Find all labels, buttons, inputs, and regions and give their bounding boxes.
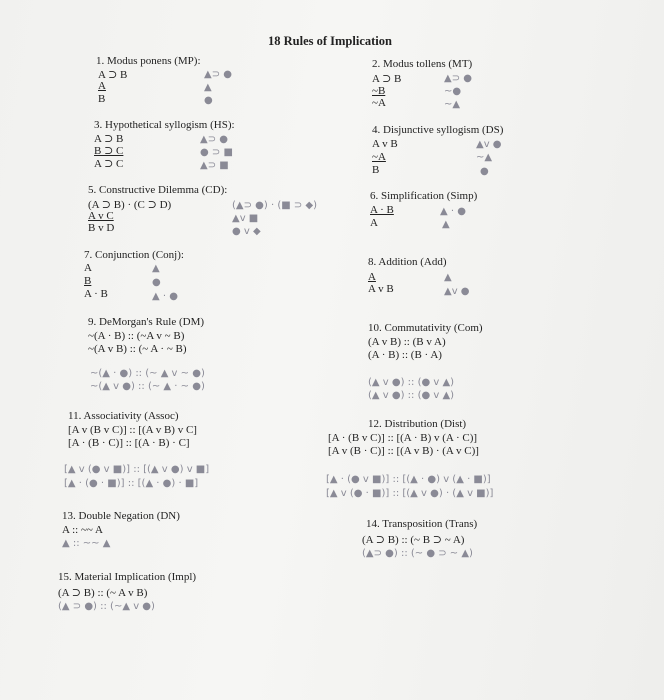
rule-line: A ⊃ B: [372, 73, 402, 85]
rule-line: A · B: [370, 204, 394, 216]
rule-line: A · B: [84, 288, 108, 300]
symbol-line: ▲: [152, 263, 160, 274]
rule-line: ~A: [372, 151, 386, 163]
symbol-line: ● v ◆: [232, 226, 261, 237]
symbol-line: ▲ · ●: [152, 291, 178, 302]
rule-line: [A v (B · C)] :: [(A v B) · (A v C)]: [328, 445, 479, 457]
rule-line: A: [368, 271, 376, 283]
rule-label: 5. Constructive Dilemma (CD):: [88, 184, 228, 196]
symbol-line: ▲v ●: [476, 139, 502, 150]
rule-line: A: [98, 80, 106, 92]
rule-line: ~(A v B) :: (~ A · ~ B): [88, 343, 187, 355]
symbol-line: ▲v ●: [444, 286, 470, 297]
symbol-line: ▲v ■: [232, 213, 259, 224]
rule-line: (A · B) :: (B · A): [368, 349, 442, 361]
rule-label: 1. Modus ponens (MP):: [96, 55, 201, 67]
symbol-line: ▲⊃ ●: [444, 73, 472, 84]
symbol-line: ▲ :: ~~ ▲: [62, 538, 111, 549]
symbol-line: [▲ v (● · ■)] :: [(▲ v ●) · (▲ v ■)]: [326, 488, 494, 499]
rule-line: A v B: [372, 138, 398, 150]
symbol-line: ▲⊃ ■: [200, 160, 229, 171]
rule-line: A :: ~~ A: [62, 524, 103, 536]
symbol-line: ▲⊃ ●: [204, 69, 232, 80]
rule-line: A v C: [88, 210, 114, 222]
rule-label: 9. DeMorgan's Rule (DM): [88, 316, 205, 328]
rule-line: B ⊃ C: [94, 145, 124, 157]
rule-line: (A v B) :: (B v A): [368, 336, 446, 348]
symbol-line: ▲: [204, 82, 212, 93]
rule-label: 14. Transposition (Trans): [366, 518, 478, 530]
rule-label: 13. Double Negation (DN): [62, 510, 180, 522]
rule-line: B v D: [88, 222, 115, 234]
symbol-line: (▲⊃ ●) · (■ ⊃ ◆): [232, 200, 317, 211]
rule-label: 3. Hypothetical syllogism (HS):: [94, 119, 235, 131]
symbol-line: [▲ · (● · ■)] :: [(▲ · ●) · ■]: [64, 478, 199, 489]
symbol-line: (▲⊃ ●) :: (~ ● ⊃ ~ ▲): [362, 548, 473, 559]
symbol-line: ~▲: [476, 152, 493, 163]
rule-line: [A · (B v C)] :: [(A · B) v (A · C)]: [328, 432, 478, 444]
symbol-line: ~(▲ v ●) :: (~ ▲ · ~ ●): [90, 381, 205, 392]
symbol-line: ▲: [442, 219, 450, 230]
rule-line: A: [370, 217, 378, 229]
rule-line: A v B: [368, 283, 394, 295]
rule-line: B: [84, 275, 92, 287]
rule-line: (A ⊃ B) :: (~ A v B): [58, 587, 148, 599]
rule-line: B: [372, 164, 380, 176]
rule-line: A: [84, 262, 92, 274]
rule-label: 10. Commutativity (Com): [368, 322, 483, 334]
symbol-line: ● ⊃ ■: [200, 147, 233, 158]
rule-label: 4. Disjunctive syllogism (DS): [372, 124, 504, 136]
symbol-line: ●: [204, 95, 213, 106]
symbol-line: (▲ v ●) :: (● v ▲): [368, 390, 455, 401]
rule-label: 2. Modus tollens (MT): [372, 58, 473, 70]
rule-label: 11. Associativity (Assoc): [68, 410, 179, 422]
rule-line: A ⊃ B: [98, 69, 128, 81]
rule-line: B: [98, 93, 106, 105]
rule-label: 15. Material Implication (Impl): [58, 571, 197, 583]
rule-label: 7. Conjunction (Conj):: [84, 249, 184, 261]
symbol-line: ●: [152, 277, 161, 288]
symbol-line: (▲ v ●) :: (● v ▲): [368, 377, 455, 388]
symbol-line: ▲: [444, 272, 452, 283]
symbol-line: [▲ v (● v ■)] :: [(▲ v ●) v ■]: [64, 464, 210, 475]
symbol-line: [▲ · (● v ■)] :: [(▲ · ●) v (▲ · ■)]: [326, 474, 491, 485]
rule-label: 12. Distribution (Dist): [368, 418, 467, 430]
rule-line: (A ⊃ B) :: (~ B ⊃ ~ A): [362, 534, 465, 546]
symbol-line: ~●: [444, 86, 462, 97]
symbol-line: ▲⊃ ●: [200, 134, 228, 145]
rule-line: A ⊃ B: [94, 133, 124, 145]
symbol-line: ▲ · ●: [440, 206, 466, 217]
rule-line: ~B: [372, 85, 386, 97]
page-title: 18 Rules of Implication: [268, 34, 392, 48]
rule-line: [A v (B v C)] :: [(A v B) v C]: [68, 424, 197, 436]
symbol-line: ●: [480, 166, 489, 177]
symbol-line: ~▲: [444, 99, 461, 110]
rule-line: (A ⊃ B) · (C ⊃ D): [88, 199, 172, 211]
rule-label: 6. Simplification (Simp): [370, 190, 478, 202]
rule-line: ~A: [372, 97, 386, 109]
rule-line: ~(A · B) :: (~A v ~ B): [88, 330, 185, 342]
symbol-line: ~(▲ · ●) :: (~ ▲ v ~ ●): [90, 368, 205, 379]
rule-line: [A · (B · C)] :: [(A · B) · C]: [68, 437, 190, 449]
symbol-line: (▲ ⊃ ●) :: (~▲ v ●): [58, 601, 155, 612]
rule-label: 8. Addition (Add): [368, 256, 447, 268]
rule-line: A ⊃ C: [94, 158, 124, 170]
